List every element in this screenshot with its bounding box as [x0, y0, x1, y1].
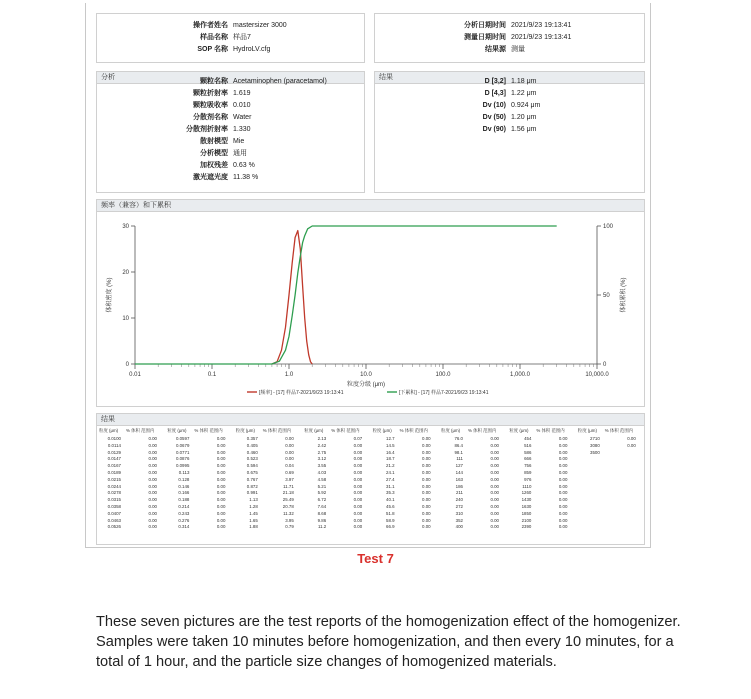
- table-cell-percent: 0.00: [353, 463, 363, 469]
- description-paragraph: These seven pictures are the test reports of the homogenization effect of the homogenizer. Samples were taken 10 minutes before homogenization, and then every 10 minutes, for a total of 1 hour, and the particle size changes of homogenized materials.: [96, 614, 681, 670]
- x-tick-label: 10,000.0: [585, 372, 609, 378]
- table-header-size: 粒度 (μm): [167, 428, 187, 433]
- particle-size-chart: [97, 212, 644, 406]
- table-cell-percent: 0.00: [148, 449, 157, 455]
- weighted-residual-value: 0.63 %: [233, 162, 255, 169]
- dv10-label: Dv (10): [482, 102, 506, 109]
- table-cell-percent: 0.00: [422, 463, 431, 469]
- table-cell-size: 6.72: [317, 497, 327, 503]
- measure-time-label: 测量日期时间: [464, 34, 506, 41]
- table-cell-size: 310: [455, 510, 463, 516]
- table-cell-size: 2.42: [317, 442, 327, 448]
- table-cell-size: 3.12: [317, 456, 327, 462]
- table-cell-size: 0.314: [178, 524, 190, 530]
- dv90-value: 1.56 μm: [511, 126, 537, 133]
- y-left-tick-label: 20: [122, 270, 129, 276]
- table-cell-size: 0.460: [246, 449, 258, 455]
- dispersant-ri-label: 分散剂折射率: [186, 126, 228, 133]
- table-cell-size: 0.146: [178, 483, 190, 489]
- table-cell-percent: 0.69: [285, 470, 294, 475]
- header-right-fields: [375, 20, 646, 56]
- table-cell-size: 111: [456, 456, 463, 462]
- chart-series: [135, 226, 557, 364]
- table-cell-percent: 0.00: [558, 470, 568, 475]
- table-cell-size: 18.7: [386, 456, 395, 462]
- table-cell-size: 98.1: [454, 449, 463, 455]
- table-cell-percent: 0.00: [285, 449, 294, 455]
- header-left-fields: [97, 20, 366, 56]
- table-cell-size: 0.0147: [107, 456, 121, 462]
- table-header-percent: % 体积 范围内: [194, 428, 223, 433]
- table-cell-percent: 0.00: [490, 449, 499, 455]
- table-cell-percent: 0.00: [353, 470, 363, 475]
- laser-obscuration-label: 激光遮光度: [193, 174, 228, 181]
- operator-label: 操作者姓名: [193, 22, 228, 29]
- dispersant-ri-value: 1.330: [233, 126, 251, 133]
- table-cell-percent: 0.00: [216, 476, 226, 482]
- table-cell-percent: 0.00: [558, 504, 568, 509]
- scattering-model-label: 散射模型: [200, 138, 228, 145]
- table-cell-percent: 0.00: [558, 436, 568, 441]
- table-cell-percent: 0.00: [490, 510, 499, 516]
- table-cell-percent: 0.00: [558, 476, 568, 482]
- table-cell-size: 14.5: [386, 442, 395, 448]
- result-source-value: 测量: [511, 46, 525, 53]
- y-left-tick-label: 10: [122, 316, 129, 322]
- table-cell-size: 0.872: [246, 483, 258, 489]
- table-cell-percent: 0.00: [216, 517, 226, 523]
- table-cell-size: 0.0129: [107, 449, 121, 455]
- table-cell-percent: 0.00: [353, 483, 363, 489]
- analysis-time-label: 分析日期时间: [464, 22, 506, 29]
- table-cell-percent: 0.00: [148, 476, 157, 482]
- table-cell-size: 66.9: [386, 524, 395, 530]
- table-cell-percent: 0.00: [558, 517, 568, 523]
- table-cell-size: 859: [524, 470, 532, 475]
- table-cell-size: 186: [455, 483, 463, 489]
- chart-panel-title: 频率（兼容）和下累积: [97, 200, 644, 212]
- table-header-size: 粒度 (μm): [304, 428, 324, 433]
- dv10-value: 0.924 μm: [511, 102, 541, 109]
- table-cell-percent: 0.00: [422, 497, 431, 503]
- table-cell-percent: 0.00: [558, 463, 568, 469]
- dv90-label: Dv (90): [482, 126, 506, 133]
- table-cell-size: 0.0679: [175, 442, 190, 448]
- x-tick-label: 1,000.0: [509, 372, 531, 378]
- table-cell-percent: 0.00: [216, 463, 226, 469]
- table-cell-percent: 0.00: [627, 436, 636, 441]
- table-cell-percent: 21.18: [282, 490, 294, 496]
- table-cell-size: 400: [455, 524, 463, 530]
- table-cell-percent: 0.00: [490, 436, 499, 441]
- table-cell-percent: 0.00: [558, 510, 568, 516]
- y-axis-left-label: 体积密度 (%): [107, 277, 113, 313]
- table-cell-size: 586: [524, 449, 532, 455]
- table-cell-size: 1.13: [249, 497, 258, 503]
- table-cell-size: 666: [524, 456, 532, 462]
- table-cell-size: 144: [455, 470, 463, 475]
- table-cell-percent: 0.00: [490, 483, 499, 489]
- results-summary-panel: [374, 71, 645, 193]
- d43-value: 1.22 μm: [511, 90, 537, 97]
- table-cell-size: 0.0278: [107, 490, 121, 496]
- cumulative-series-line: [135, 226, 557, 364]
- sample-name-value: 样品7: [233, 34, 251, 41]
- table-cell-percent: 0.00: [353, 442, 363, 448]
- table-cell-size: 0.357: [246, 436, 258, 441]
- table-cell-size: 127: [455, 463, 463, 469]
- table-cell-size: 0.594: [246, 463, 258, 469]
- table-cell-percent: 0.00: [490, 517, 499, 523]
- table-cell-size: 86.4: [454, 442, 463, 448]
- table-cell-percent: 0.00: [216, 483, 226, 489]
- table-cell-size: 2390: [521, 524, 532, 530]
- table-cell-percent: 0.00: [353, 517, 363, 523]
- figure-caption: Test 7: [357, 551, 394, 566]
- results-table-title: 结果: [97, 414, 644, 426]
- table-cell-size: 3.55: [317, 463, 327, 469]
- table-cell-percent: 0.00: [422, 442, 431, 448]
- sample-name-label: 样品名称: [200, 34, 228, 41]
- frequency-series-line: [272, 231, 312, 364]
- table-cell-size: 1.65: [249, 517, 258, 523]
- particle-name-label: 颗粒名称: [200, 78, 228, 85]
- table-cell-percent: 0.00: [422, 510, 431, 516]
- table-cell-percent: 0.00: [353, 476, 363, 482]
- table-cell-size: 2100: [521, 517, 532, 523]
- table-cell-percent: 0.00: [148, 463, 157, 469]
- x-tick-label: 0.1: [207, 372, 217, 378]
- table-cell-size: 0.113: [178, 470, 190, 475]
- x-tick-label: 0.01: [129, 372, 141, 378]
- results-table-panel: [96, 413, 645, 545]
- table-cell-percent: 0.00: [422, 504, 431, 509]
- analysis-panel: [96, 71, 365, 193]
- particle-absorption-value: 0.010: [233, 102, 251, 109]
- table-cell-size: 0.0244: [107, 483, 121, 489]
- table-cell-percent: 0.00: [558, 483, 568, 489]
- table-header-size: 粒度 (μm): [441, 428, 461, 433]
- dv50-value: 1.20 μm: [511, 114, 537, 121]
- table-cell-percent: 0.00: [627, 442, 636, 448]
- analysis-time-value: 2021/9/23 19:13:41: [511, 22, 572, 29]
- table-cell-size: 1110: [522, 483, 532, 489]
- table-cell-size: 0.166: [178, 490, 190, 496]
- table-cell-percent: 0.00: [353, 524, 363, 530]
- table-cell-percent: 0.00: [490, 524, 499, 530]
- table-cell-percent: 0.00: [422, 456, 431, 462]
- table-cell-percent: 0.00: [285, 442, 294, 448]
- chart-panel: [96, 199, 645, 407]
- table-cell-percent: 0.00: [422, 436, 431, 441]
- table-cell-percent: 0.00: [558, 497, 568, 503]
- table-cell-percent: 0.00: [490, 470, 499, 475]
- table-cell-percent: 0.00: [148, 510, 157, 516]
- particle-ri-label: 颗粒折射率: [193, 90, 228, 97]
- table-cell-size: 0.405: [246, 442, 258, 448]
- x-tick-label: 1.0: [284, 372, 294, 378]
- dispersant-name-label: 分散剂名称: [193, 114, 228, 121]
- d43-label: D [4,3]: [484, 90, 506, 97]
- table-cell-percent: 0.00: [490, 504, 499, 509]
- measure-time-value: 2021/9/23 19:13:41: [511, 34, 572, 41]
- table-cell-size: 0.0526: [107, 524, 121, 530]
- table-cell-size: 516: [524, 442, 532, 448]
- table-cell-size: 4.03: [317, 470, 327, 475]
- results-table: [97, 428, 644, 544]
- table-cell-size: 11.2: [317, 524, 327, 530]
- table-cell-size: 211: [456, 490, 463, 496]
- table-cell-percent: 11.71: [283, 483, 294, 489]
- dv50-label: Dv (50): [482, 114, 506, 121]
- table-header-size: 粒度 (μm): [509, 428, 529, 433]
- table-cell-percent: 0.00: [216, 490, 226, 496]
- table-cell-percent: 20.78: [282, 504, 294, 509]
- table-cell-size: 4.58: [317, 476, 327, 482]
- chart-legend: [247, 389, 489, 396]
- table-cell-percent: 0.00: [216, 510, 226, 516]
- table-cell-percent: 0.00: [148, 497, 157, 503]
- table-cell-size: 163: [455, 476, 463, 482]
- table-cell-percent: 3.97: [285, 476, 294, 482]
- y-left-tick-label: 0: [125, 362, 129, 368]
- table-cell-size: 352: [455, 517, 463, 523]
- table-header-size: 粒度 (μm): [577, 428, 597, 433]
- table-cell-size: 16.4: [386, 449, 395, 455]
- table-cell-percent: 0.07: [353, 436, 363, 441]
- weighted-residual-label: 加权残差: [200, 162, 228, 169]
- table-cell-size: 0.767: [246, 476, 258, 482]
- table-cell-size: 0.0215: [107, 476, 121, 482]
- analysis-model-value: 通用: [233, 150, 247, 157]
- table-cell-percent: 0.00: [148, 517, 157, 523]
- table-cell-size: 0.0358: [107, 504, 121, 509]
- table-cell-percent: 0.00: [148, 504, 157, 509]
- table-cell-percent: 0.00: [422, 470, 431, 475]
- table-cell-percent: 0.00: [422, 517, 431, 523]
- table-cell-percent: 0.00: [216, 470, 226, 475]
- table-header-percent: % 体积 范围内: [468, 428, 497, 433]
- table-cell-size: 0.523: [246, 456, 258, 462]
- table-cell-percent: 11.32: [283, 510, 294, 516]
- table-cell-size: 24.1: [386, 470, 395, 475]
- table-cell-percent: 0.00: [490, 456, 499, 462]
- sop-value: HydroLV.cfg: [233, 46, 271, 53]
- table-cell-size: 0.0189: [107, 470, 121, 475]
- table-cell-size: 31.1: [386, 483, 395, 489]
- scattering-model-value: Mie: [233, 138, 245, 145]
- table-cell-size: 9.86: [317, 517, 327, 523]
- y-right-tick-label: 0: [603, 362, 607, 368]
- table-cell-size: 0.128: [178, 476, 190, 482]
- table-cell-size: 45.6: [386, 504, 395, 509]
- table-cell-percent: 0.00: [216, 504, 226, 509]
- table-cell-percent: 0.00: [148, 470, 157, 475]
- y-right-tick-label: 50: [603, 293, 610, 299]
- table-header-percent: % 体积 范围内: [604, 428, 634, 433]
- table-cell-percent: 0.00: [216, 442, 226, 448]
- table-cell-size: 0.276: [178, 517, 190, 523]
- table-cell-size: 0.0771: [175, 449, 190, 455]
- table-cell-size: 1.28: [249, 504, 258, 509]
- table-cell-size: 58.9: [386, 517, 395, 523]
- table-cell-size: 8.68: [317, 510, 327, 516]
- table-cell-percent: 0.00: [148, 524, 157, 530]
- particle-ri-value: 1.619: [233, 90, 251, 97]
- d32-label: D [3,2]: [484, 78, 506, 85]
- y-left-tick-label: 30: [122, 224, 129, 230]
- table-cell-percent: 0.00: [558, 442, 568, 448]
- table-cell-size: 0.0100: [107, 436, 121, 441]
- table-cell-size: 0.991: [246, 490, 258, 496]
- analysis-model-label: 分析模型: [200, 150, 228, 157]
- table-cell-percent: 3.95: [285, 517, 294, 523]
- table-cell-percent: 0.00: [148, 490, 157, 496]
- table-cell-percent: 0.00: [353, 504, 363, 509]
- table-cell-percent: 0.00: [558, 449, 568, 455]
- d32-value: 1.18 μm: [511, 78, 537, 85]
- table-cell-size: 0.0876: [175, 456, 190, 462]
- y-axis-right-label: 体积累积 (%): [621, 277, 627, 313]
- table-cell-percent: 0.00: [490, 442, 499, 448]
- table-cell-size: 976: [524, 476, 532, 482]
- table-cell-percent: 0.00: [148, 436, 157, 441]
- table-cell-size: 0.0995: [175, 463, 190, 469]
- table-cell-percent: 0.00: [216, 436, 226, 441]
- table-cell-percent: 0.00: [353, 449, 363, 455]
- header-left-panel: [96, 13, 365, 63]
- table-cell-size: 2.75: [317, 449, 327, 455]
- x-tick-label: 10.0: [360, 372, 372, 378]
- table-cell-percent: 0.00: [353, 497, 363, 503]
- table-cell-size: 2710: [590, 436, 600, 441]
- table-cell-percent: 0.00: [490, 476, 499, 482]
- table-cell-size: 454: [524, 436, 532, 441]
- table-cell-size: 2.13: [317, 436, 327, 441]
- table-cell-size: 35.3: [386, 490, 395, 496]
- table-cell-percent: 0.00: [558, 490, 568, 496]
- table-cell-size: 76.0: [454, 436, 463, 441]
- table-cell-percent: 25.49: [282, 497, 294, 503]
- table-cell-size: 51.8: [386, 510, 395, 516]
- table-cell-size: 1.88: [249, 524, 258, 530]
- table-cell-percent: 0.00: [558, 524, 568, 530]
- table-header-percent: % 体积 范围内: [262, 428, 292, 433]
- legend-entry: [频率] - [17] 样品7-2021/9/23 19:13:41: [259, 390, 344, 396]
- table-cell-percent: 0.00: [422, 476, 431, 482]
- table-cell-size: 0.0114: [107, 442, 121, 448]
- table-cell-size: 3500: [590, 449, 600, 455]
- x-tick-label: 100.0: [435, 372, 451, 378]
- table-cell-percent: 0.00: [353, 456, 363, 462]
- table-cell-size: 272: [455, 504, 463, 509]
- table-cell-size: 1.45: [249, 510, 258, 516]
- laser-obscuration-value: 11.38 %: [233, 174, 259, 181]
- analysis-fields: [97, 76, 366, 184]
- table-header-size: 粒度 (μm): [235, 428, 255, 433]
- table-header-percent: % 体积 范围内: [536, 428, 565, 433]
- table-cell-percent: 0.00: [422, 524, 431, 530]
- table-cell-percent: 0.00: [490, 497, 499, 503]
- results-summary-fields: [375, 76, 646, 136]
- table-cell-percent: 0.00: [422, 483, 431, 489]
- table-header-percent: % 体积 范围内: [399, 428, 428, 433]
- table-header-percent: % 体积 范围内: [331, 428, 360, 433]
- table-cell-percent: 0.00: [353, 490, 363, 496]
- table-cell-percent: 0.00: [148, 442, 157, 448]
- result-source-label: 结果源: [485, 46, 506, 53]
- dispersant-name-value: Water: [233, 114, 252, 121]
- table-cell-percent: 0.00: [216, 456, 226, 462]
- table-cell-size: 0.214: [178, 504, 190, 509]
- table-cell-percent: 0.00: [148, 483, 157, 489]
- y-right-tick-label: 100: [603, 224, 614, 230]
- table-cell-percent: 0.00: [558, 456, 568, 462]
- x-axis-label: 粒度分级 (μm): [346, 382, 386, 388]
- table-cell-percent: 0.00: [490, 463, 499, 469]
- table-cell-size: 0.243: [178, 510, 190, 516]
- table-cell-percent: 0.00: [285, 456, 294, 462]
- table-cell-percent: 0.00: [216, 524, 226, 530]
- table-cell-size: 1630: [521, 504, 532, 509]
- table-cell-percent: 0.00: [490, 490, 499, 496]
- table-cell-size: 40.1: [386, 497, 395, 503]
- table-cell-percent: 0.00: [216, 497, 226, 503]
- table-cell-size: 756: [524, 463, 532, 469]
- table-cell-size: 0.188: [178, 497, 190, 503]
- table-cell-percent: 0.04: [285, 463, 294, 469]
- table-cell-size: 12.7: [386, 436, 395, 441]
- table-cell-size: 0.0167: [107, 463, 121, 469]
- table-cell-percent: 0.00: [285, 436, 294, 441]
- table-cell-size: 240: [455, 497, 463, 503]
- table-cell-size: 1260: [521, 490, 532, 496]
- table-cell-percent: 0.00: [216, 449, 226, 455]
- table-cell-size: 7.64: [317, 504, 327, 509]
- table-cell-size: 0.0597: [175, 436, 190, 441]
- table-cell-size: 0.0407: [107, 510, 121, 516]
- table-header-percent: % 体积 范围内: [126, 428, 155, 433]
- table-cell-percent: 0.00: [422, 449, 431, 455]
- test-report: [85, 3, 651, 548]
- table-cell-size: 0.675: [246, 470, 258, 475]
- particle-absorption-label: 颗粒吸收率: [193, 102, 228, 109]
- header-right-panel: [374, 13, 645, 63]
- particle-name-value: Acetaminophen (paracetamol): [233, 78, 327, 85]
- legend-entry: [下累积] - [17] 样品7-2021/9/23 19:13:41: [399, 390, 489, 396]
- table-cell-size: 5.21: [317, 483, 327, 489]
- table-cell-size: 27.4: [386, 476, 395, 482]
- table-cell-size: 5.92: [317, 490, 327, 496]
- table-cell-size: 1850: [521, 510, 532, 516]
- table-cell-percent: 0.00: [148, 456, 157, 462]
- sop-label: SOP 名称: [197, 46, 228, 53]
- table-cell-size: 0.0463: [107, 517, 121, 523]
- table-header-size: 粒度 (μm): [372, 428, 392, 433]
- table-cell-size: 21.2: [386, 463, 395, 469]
- table-header-size: 粒度 (μm): [99, 428, 119, 433]
- table-cell-percent: 0.00: [353, 510, 363, 516]
- operator-value: mastersizer 3000: [233, 22, 287, 29]
- table-cell-size: 3080: [590, 442, 600, 448]
- results-summary-title: 结果: [375, 72, 644, 84]
- table-cell-size: 1430: [521, 497, 532, 503]
- table-cell-percent: 0.79: [285, 524, 294, 530]
- table-cell-size: 0.0315: [107, 497, 121, 503]
- analysis-title: 分析: [97, 72, 364, 84]
- table-cell-percent: 0.00: [422, 490, 431, 496]
